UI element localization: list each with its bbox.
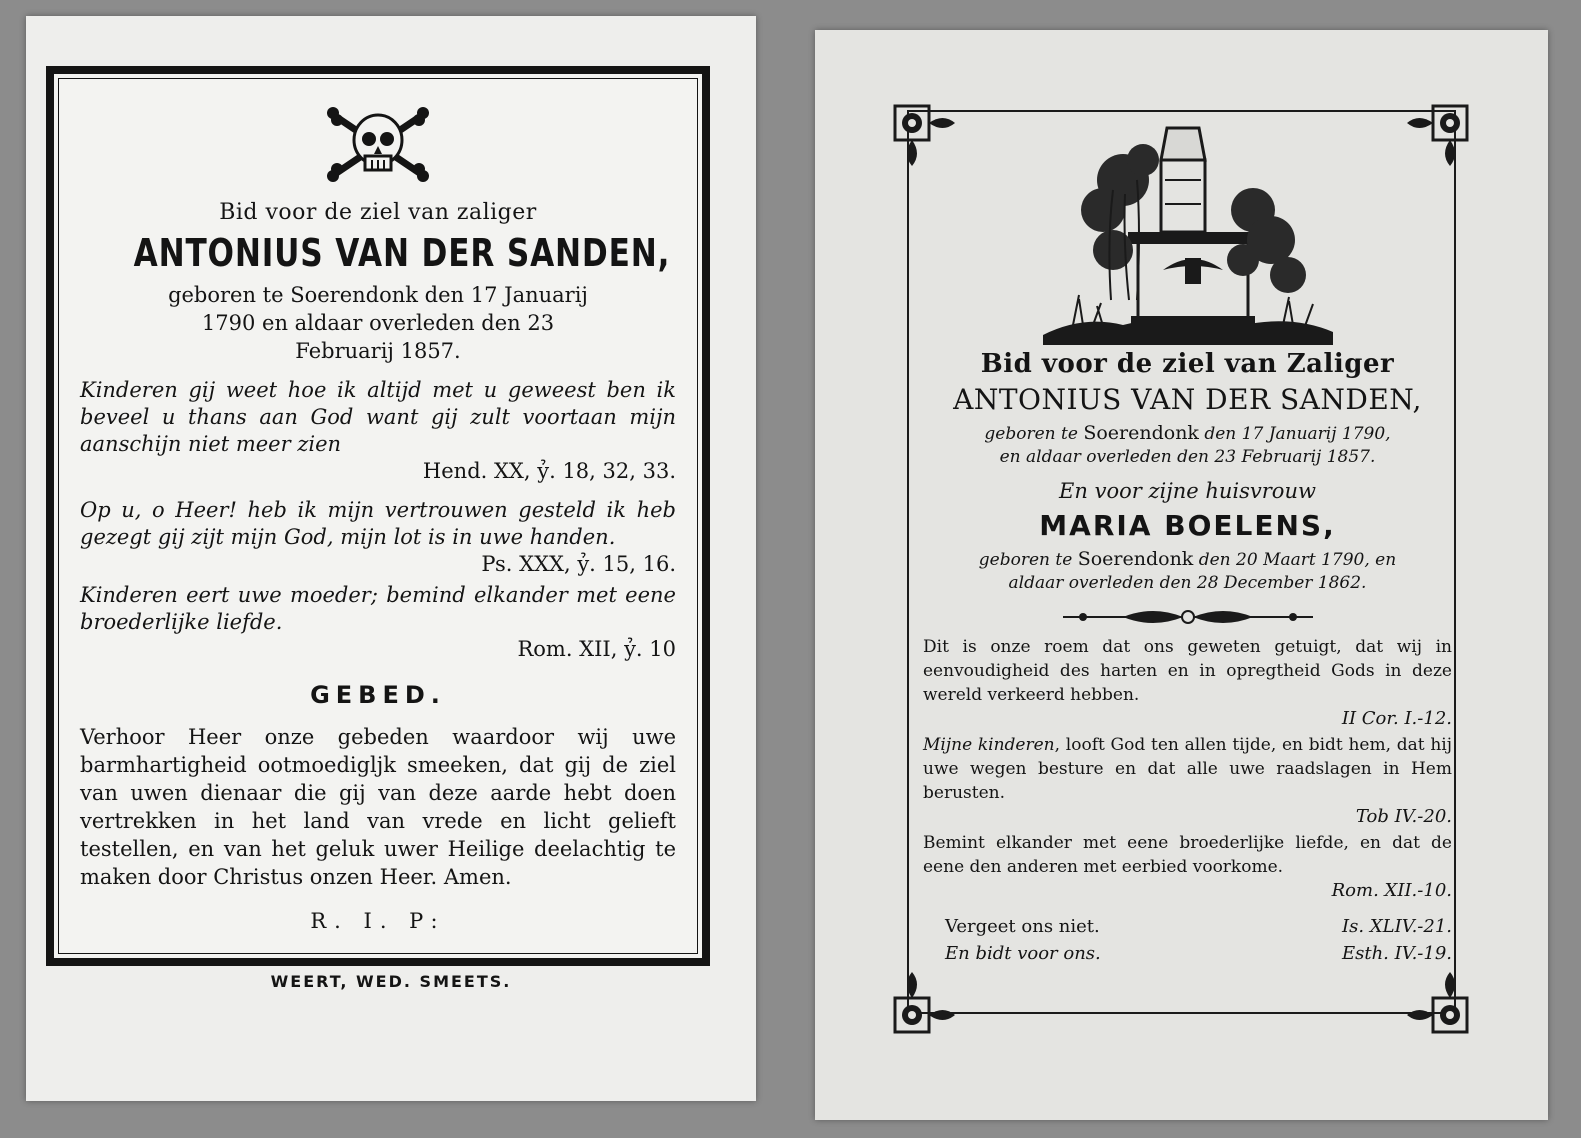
text-body: , looft God ten allen tijde, en bidt hem, dat hij uwe wegen besture en dat alle uwe raadslagen in Hem berusten.	[923, 735, 1453, 803]
quote-1: Kinderen gij weet hoe ik altijd met u geweest ben ik beveel u thans aan God want gij zult voortaan mijn aanschijn niet meer zien	[80, 378, 676, 456]
tomb-monument-icon	[1043, 120, 1333, 345]
left-birth-death-text	[80, 281, 676, 365]
scripture-text-3: Bemint elkander met eene broederlijke liefde, en dat de eene den anderen met eerbied voorkome.	[923, 833, 1452, 877]
right-birth-death-text	[923, 422, 1452, 469]
quote-3: Kinderen eert uwe moeder; bemind elkander met eene broederlijke liefde.	[80, 583, 676, 634]
right-card-content	[923, 120, 1452, 967]
corner-ornament-icon	[867, 970, 957, 1060]
left-intro: Bid voor de ziel van zaliger	[219, 200, 537, 225]
right-deceased-name: ANTONIUS VAN DER SANDEN,	[953, 383, 1422, 416]
born-place: Soerendonk	[1077, 548, 1194, 570]
born-line: Februarij 1857.	[295, 339, 461, 363]
closing-text: En bidt voor ons.	[945, 943, 1101, 964]
quote-3-reference: Rom. XII, ỷ. 10	[517, 637, 676, 661]
left-memorial-card	[26, 16, 756, 1101]
rip-text: R. I. P:	[310, 909, 446, 933]
closing-ref: Is. XLIV.-21.	[1342, 916, 1452, 937]
closing-text: Vergeet ons niet.	[945, 916, 1100, 937]
scripture-ref-1: II Cor. I.-12.	[1341, 708, 1452, 729]
death-line: en aldaar overleden den 23 Februarij 1857.	[999, 447, 1376, 467]
left-deceased-name: ANTONIUS VAN DER SANDEN,	[133, 231, 671, 275]
quote-2-reference: Ps. XXX, ỷ. 15, 16.	[481, 552, 676, 576]
right-intro: Bid voor de ziel van Zaliger	[980, 349, 1395, 379]
scripture-ref-3: Rom. XII.-10.	[1331, 880, 1452, 901]
quote-2: Op u, o Heer! heb ik mijn vertrouwen gesteld ik heb gezegt gij zijt mijn God, mijn lot is in uwe handen.	[80, 498, 676, 549]
prayer-title: GEBED.	[310, 681, 446, 709]
scripture-text-2	[923, 733, 1452, 805]
printer-imprint: WEERT, WED. SMEETS.	[270, 972, 512, 991]
born-text: den 17 Januarij 1790,	[1198, 424, 1391, 444]
death-line: aldaar overleden den 28 December 1862.	[1008, 573, 1367, 593]
scripture-ref-2: Tob IV.-20.	[1355, 806, 1452, 827]
quote-1-reference: Hend. XX, ỷ. 18, 32, 33.	[422, 459, 676, 483]
born-text: geboren te	[984, 424, 1084, 444]
skull-crossbones-icon	[323, 104, 433, 184]
born-line: 1790 en aldaar overleden den 23	[201, 311, 555, 335]
spouse-name: MARIA BOELENS,	[1039, 509, 1336, 542]
text-emphasis: Mijne kinderen	[923, 735, 1055, 755]
born-text: geboren te	[978, 550, 1078, 570]
left-card-content	[80, 104, 676, 933]
closing-line-2	[923, 940, 1452, 967]
corner-ornament-icon	[1405, 970, 1495, 1060]
born-line: geboren te Soerendonk den 17 Januarij	[168, 283, 588, 307]
spouse-birth-death-text	[923, 548, 1452, 595]
mourning-border	[46, 66, 710, 966]
spouse-intro: En voor zijne huisvrouw	[1059, 479, 1316, 503]
born-place: Soerendonk	[1083, 422, 1199, 444]
prayer-text: Verhoor Heer onze gebeden waardoor wij uwe barmhartigheid ootmoedigljk smeeken, dat gij de ziel van uwen dienaar die gij van deze aarde hebt doen vertrekken in het land van vrede en licht gelieft testellen, en van het geluk uwer Heilige deelachtig te maken door Christus onzen Heer. Amen.	[80, 725, 676, 889]
scripture-text-1: Dit is onze roem dat ons geweten getuigt, dat wij in eenvoudigheid des harten en in opregtheid Gods in deze wereld verkeerd hebben.	[923, 637, 1452, 705]
closing-line-1	[923, 913, 1452, 940]
ornamental-divider-icon	[1063, 607, 1313, 627]
right-memorial-card	[815, 30, 1548, 1120]
closing-ref: Esth. IV.-19.	[1341, 943, 1452, 964]
born-text: den 20 Maart 1790, en	[1193, 550, 1397, 570]
